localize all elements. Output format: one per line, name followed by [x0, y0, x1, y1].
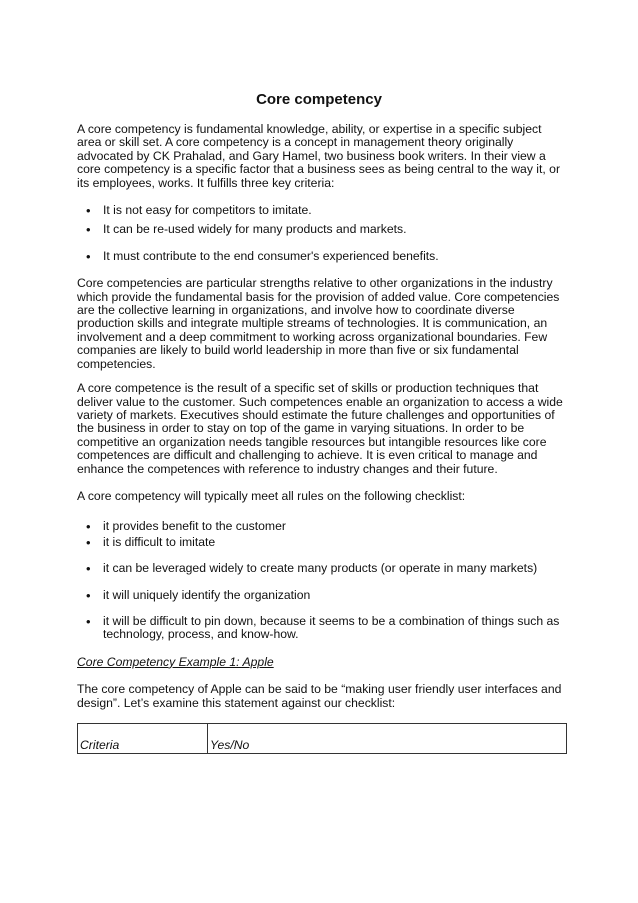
list-item: • it can be leveraged widely to create many products (or operate in many markets) [77, 562, 567, 575]
list-item: • it is difficult to imitate [77, 536, 567, 549]
intro-paragraph: A core competency is fundamental knowledge, ability, or expertise in a specific subject area or skill set. A core competency is a concept in management theory originally advocated by CK Prahalad, and Gary Hamel, two business book writers. In their view a core competency is a specific factor that a business sees as being central to the way it, or its employees, works. It fulfills three key criteria: [77, 122, 561, 190]
strengths-paragraph: Core competencies are particular strengths relative to other organizations in the industry which provide the fundamental basis for the provision of added value. Core competencies are the collective learning in organizations, and involve how to coordinate diverse production skills and integrate multiple streams of technologies. It is communication, an involvement and a deep commitment to working across organizational boundaries. Few companies are likely to build world leadership in more than five or six fundamental competencies. [77, 276, 560, 371]
criteria-table [77, 723, 567, 754]
list-item: • It must contribute to the end consumer's experienced benefits. [77, 250, 567, 263]
document-body [77, 123, 567, 754]
list-item: • It can be re-used widely for many products and markets. [77, 223, 567, 236]
page-title: Core competency [256, 91, 382, 108]
criteria-list [77, 204, 567, 263]
list-item: • It is not easy for competitors to imitate. [77, 204, 567, 217]
competence-paragraph: A core competence is the result of a specific set of skills or production techniques that deliver value to the customer. Such competences enable an organization to access a wide variety of markets. Executives should estimate the future challenges and opportunities of the business in order to stay on top of the game in varying situations. In order to be competitive an organization needs tangible resources but intangible resources like core competences are difficult and challenging to achieve. It is even critical to manage and enhance the competences with reference to industry changes and their future. [77, 381, 563, 476]
example-heading: Core Competency Example 1: Apple [77, 654, 274, 669]
table-row [78, 724, 567, 754]
checklist-intro: A core competency will typically meet all rules on the following checklist: [77, 488, 466, 503]
checklist [77, 520, 567, 641]
table-header-criteria: Criteria [78, 724, 208, 754]
apple-paragraph: The core competency of Apple can be said to be “making user friendly user interfaces and design”. Let’s examine this statement against our checklist: [77, 682, 562, 710]
table-header-yes-no: Yes/No [208, 724, 567, 754]
list-item: • it provides benefit to the customer [77, 520, 567, 533]
list-item: • it will uniquely identify the organization [77, 589, 567, 602]
list-item: • it will be difficult to pin down, because it seems to be a combination of things such as technology, process, and know-how. [77, 615, 567, 642]
